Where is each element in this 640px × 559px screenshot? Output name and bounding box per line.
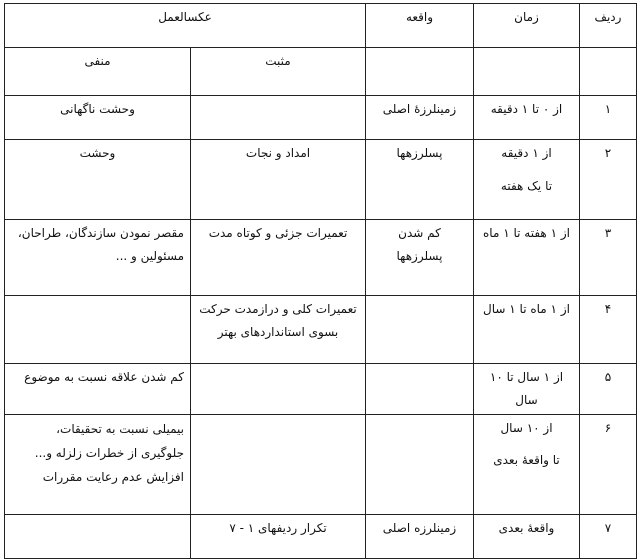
subheader-empty-row-no [580,48,637,96]
event-text: کم شدن [398,226,441,240]
positive-cell [191,514,366,558]
positive-cell [191,140,366,220]
event-cell [366,296,474,364]
row-number: ۴ [580,296,637,364]
event-cell [366,414,474,514]
negative-text: وحشت ناگهانی [60,102,135,116]
negative-text: جلوگیری از خطرات زلزله و... [34,445,184,460]
header-negative: منفی [5,48,191,96]
header-positive: مثبت [191,48,366,96]
negative-text: مقصر نمودن سازندگان، طراحان، [17,226,184,240]
positive-cell [191,220,366,296]
time-text: تا یک هفته [500,178,553,193]
row-number: ۷ [580,514,637,558]
time-cell [474,220,580,296]
positive-cell [191,96,366,140]
positive-text: امداد و نجات [245,146,311,160]
table-row [5,220,637,296]
subheader-empty-time [474,48,580,96]
event-text: پسلرزهها [396,248,443,263]
positive-text: تکرار ردیفهای ۱ - ۷ [229,520,327,535]
table-row [5,514,637,558]
row-number: ۵ [580,364,637,415]
header-row [5,4,637,48]
time-cell [474,96,580,140]
event-cell [366,140,474,220]
time-cell [474,364,580,415]
time-text: از ۱۰ سال [500,420,553,435]
event-text: پسلرزهها [396,146,443,160]
negative-text: کم شدن علاقه نسبت به موضوع [24,370,184,384]
time-text: از ۱ ماه تا ۱ سال [483,302,570,316]
time-text: از ۰ تا ۱ دقیقه [490,102,563,116]
positive-text: تعمیرات جزئی و کوتاه مدت [208,226,348,240]
negative-text: وحشت [79,146,116,160]
positive-cell [191,364,366,415]
time-text: از ۱ دقیقه [501,146,552,160]
time-cell [474,296,580,364]
event-cell [366,364,474,415]
table-row [5,96,637,140]
header-time: زمان [474,4,580,48]
positive-cell [191,296,366,364]
positive-cell [191,414,366,514]
row-number: ۳ [580,220,637,296]
subheader-empty-event [366,48,474,96]
table-row [5,140,637,220]
negative-cell [5,220,191,296]
positive-text: تعمیرات کلی و درازمدت حرکت [199,302,357,316]
earthquake-reaction-table [4,3,637,559]
time-text: واقعهٔ بعدی [498,520,555,535]
subheader-row [5,48,637,96]
negative-cell [5,514,191,558]
row-number: ۱ [580,96,637,140]
negative-text: مسئولین و ... [115,248,184,263]
time-text: از ۱ هفته تا ۱ ماه [483,226,570,240]
negative-text: بیمیلی نسبت به تحقیقات، [56,421,184,436]
header-reaction: عکسالعمل [5,4,366,48]
time-cell [474,514,580,558]
header-row-no: ردیف [580,4,637,48]
table-row [5,414,637,514]
negative-cell [5,364,191,415]
positive-text: بسوی استانداردهای بهتر [217,324,339,339]
table-row [5,296,637,364]
time-text: تا واقعهٔ بعدی [493,453,560,468]
event-cell [366,514,474,558]
time-cell [474,414,580,514]
negative-text: افزایش عدم رعایت مقررات [42,469,184,484]
negative-cell [5,296,191,364]
row-number: ۲ [580,140,637,220]
event-cell [366,96,474,140]
event-text: زمینلرزه اصلی [382,520,457,535]
event-text: زمینلرزهٔ اصلی [382,102,457,116]
negative-cell [5,414,191,514]
row-number: ۶ [580,414,637,514]
header-event: واقعه [366,4,474,48]
negative-cell [5,96,191,140]
negative-cell [5,140,191,220]
time-cell [474,140,580,220]
event-cell [366,220,474,296]
time-text: از ۱ سال تا ۱۰ سال [489,370,564,407]
table-row [5,364,637,415]
